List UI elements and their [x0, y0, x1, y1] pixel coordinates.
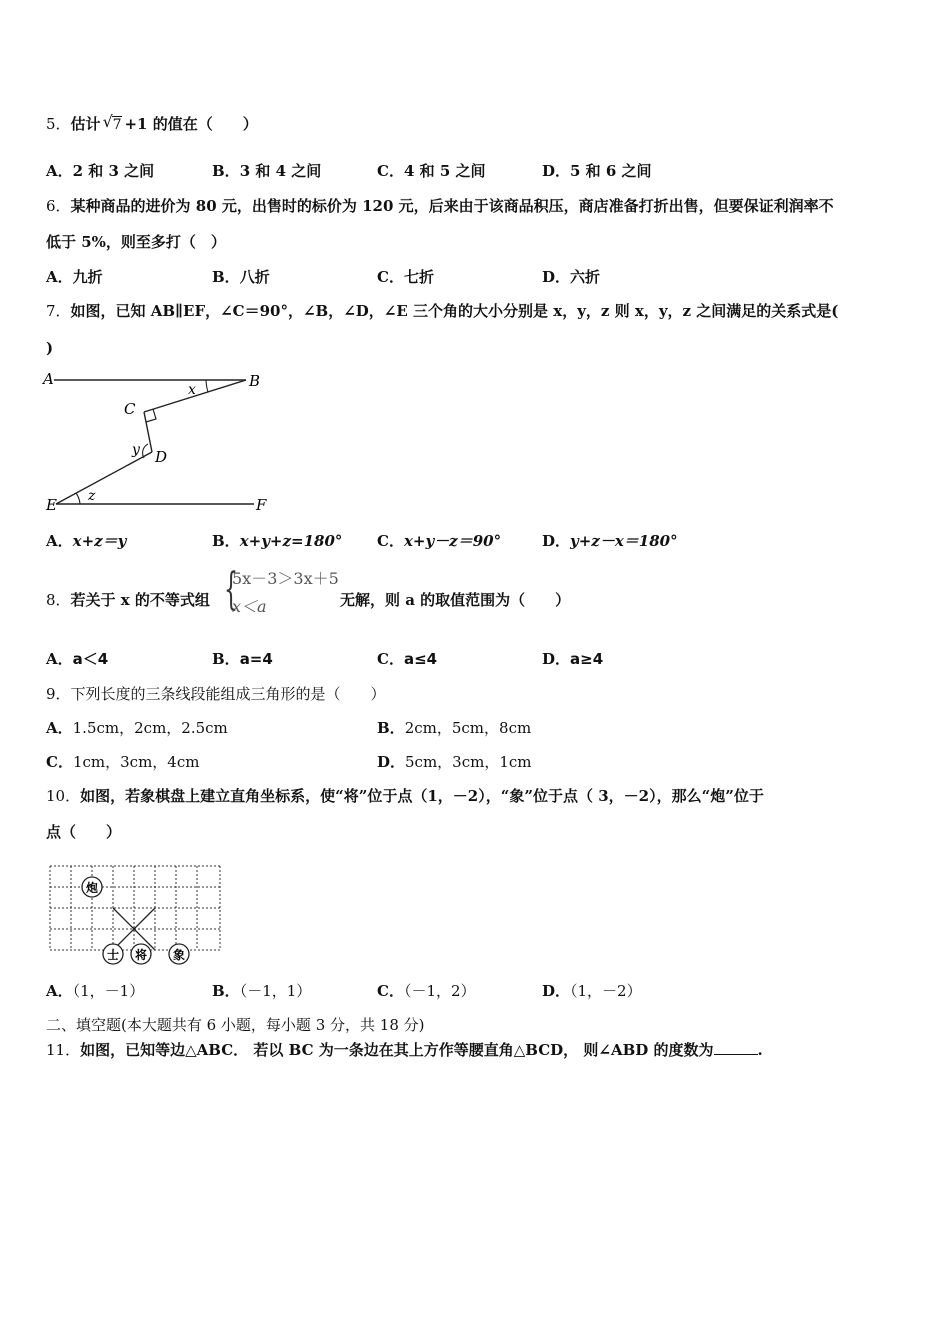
label-x: x	[188, 382, 196, 398]
question-text: 估计	[70, 115, 101, 133]
question-11	[46, 1040, 763, 1060]
answer-blank[interactable]	[714, 1040, 758, 1055]
option-c: C．a≤4	[377, 650, 438, 668]
question-number: 5．	[46, 115, 71, 133]
option-a: A．2 和 3 之间	[46, 162, 155, 180]
option-a: A．a＜4	[46, 650, 109, 668]
label-e: E	[46, 496, 57, 514]
label-f: F	[256, 496, 267, 514]
option-c: C．4 和 5 之间	[377, 162, 486, 180]
question-10-cont	[46, 822, 121, 842]
question-9	[46, 684, 386, 704]
piece-xiang	[169, 944, 189, 964]
piece-pao	[82, 877, 102, 897]
question-8-tail	[340, 590, 570, 610]
label-d: D	[155, 448, 168, 466]
question-text: .	[757, 1041, 763, 1059]
board-grid	[50, 866, 220, 950]
label-a: A	[43, 370, 54, 388]
label-b: B	[249, 372, 261, 390]
svg-text:象: 象	[172, 948, 186, 962]
option-d: D．（1，－2）	[542, 982, 642, 1000]
option-b: B．x+y+z=180°	[212, 532, 343, 550]
inequality-row-1: 5x－3＞3x＋5	[232, 569, 339, 588]
question-text: 如图，已知等边△ABC． 若以 BC 为一条边在其上方作等腰直角△BCD， 则∠ABD 的度数为	[80, 1041, 714, 1059]
question-5	[46, 114, 258, 135]
question-6	[46, 196, 834, 216]
option-c: C．七折	[377, 268, 434, 286]
inequality-row-2: x＜a	[232, 597, 267, 616]
angle-z-arc	[76, 493, 80, 504]
question-text: 如图，已知 AB∥EF，∠C＝90°，∠B，∠D，∠E 三个角的大小分别是 x，y，z 则 x，y，z 之间满足的关系式是(	[70, 302, 839, 320]
option-d: D．5 和 6 之间	[542, 162, 652, 180]
question-number: 9．	[46, 685, 71, 703]
question-text: 下列长度的三条线段能组成三角形的是（ ）	[70, 685, 386, 703]
question-7	[46, 301, 838, 321]
question-7-cont	[46, 338, 53, 358]
option-c: C．x+y－z＝90°	[377, 532, 502, 550]
chess-board-figure	[48, 862, 226, 970]
label-c: C	[124, 400, 136, 418]
svg-text:士: 士	[106, 948, 120, 962]
question-6-cont	[46, 232, 226, 252]
piece-shi	[103, 944, 123, 964]
svg-text:炮: 炮	[85, 881, 99, 895]
option-b: B．2cm，5cm，8cm	[377, 719, 532, 737]
piece-jiang	[131, 944, 151, 964]
sqrt-expression	[103, 114, 123, 135]
question-10	[46, 786, 764, 806]
parallel-lines-figure	[40, 366, 280, 518]
label-y: y	[132, 442, 140, 458]
svg-text:将: 将	[134, 948, 148, 962]
question-8	[46, 590, 210, 610]
option-d: D．a≥4	[542, 650, 604, 668]
question-number: 10．	[46, 787, 81, 805]
angle-x-arc	[206, 380, 208, 392]
question-text: 若关于 x 的不等式组	[70, 591, 210, 609]
option-a: A．九折	[46, 268, 103, 286]
option-b: B．（－1，1）	[212, 982, 312, 1000]
question-text: +1 的值在（ ）	[124, 115, 258, 133]
option-a: A．x+z＝y	[46, 532, 127, 550]
option-b: B．a=4	[212, 650, 273, 668]
segment-de	[56, 452, 152, 504]
question-text: 无解，则 a 的取值范围为（ ）	[340, 591, 571, 609]
question-number: 8．	[46, 591, 71, 609]
question-text: )	[46, 339, 54, 357]
option-b: B．3 和 4 之间	[212, 162, 322, 180]
question-text: 低于 5%，则至多打（ ）	[46, 233, 226, 251]
question-text: 如图，若象棋盘上建立直角坐标系，使“将”位于点（1，－2），“象”位于点（ 3，－2），那么“炮”位于	[80, 787, 764, 805]
brace: {	[224, 564, 238, 615]
option-d: D．六折	[542, 268, 601, 286]
option-d: D．5cm，3cm，1cm	[377, 753, 532, 771]
radical-sign: √	[102, 112, 113, 131]
question-number: 11．	[46, 1041, 81, 1059]
inequality-system	[224, 564, 340, 618]
option-d: D．y+z－x＝180°	[542, 532, 678, 550]
option-b: B．八折	[212, 268, 270, 286]
option-c: C．（－1，2）	[377, 982, 476, 1000]
radicand: 7	[112, 117, 122, 133]
label-z: z	[88, 488, 96, 504]
question-number: 7．	[46, 302, 71, 320]
question-text: 点（ ）	[46, 823, 122, 841]
option-c: C．1cm，3cm，4cm	[46, 753, 200, 771]
section-heading: 二、填空题(本大题共有 6 小题，每小题 3 分，共 18 分)	[46, 1016, 425, 1034]
option-a: A．（1，－1）	[46, 982, 145, 1000]
option-a: A．1.5cm，2cm，2.5cm	[46, 719, 228, 737]
question-number: 6．	[46, 197, 71, 215]
question-text: 某种商品的进价为 80 元，出售时的标价为 120 元，后来由于该商品积压，商店准备打折出售，但要保证利润率不	[70, 197, 834, 215]
